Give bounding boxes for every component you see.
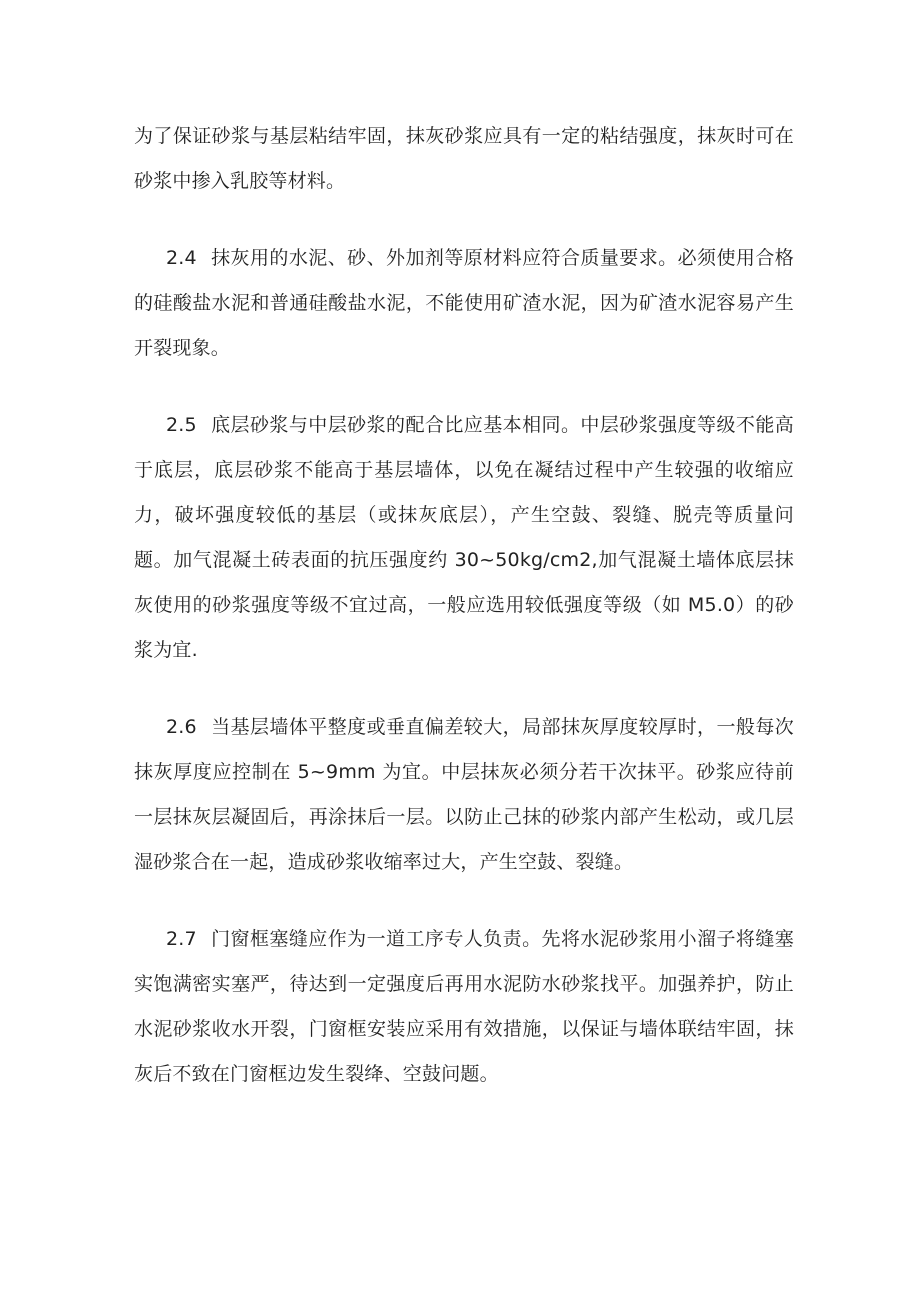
section-number: 2.7 (166, 928, 197, 950)
document-body (134, 114, 794, 1129)
paragraph-2-4 (134, 236, 794, 371)
paragraph-intro (134, 114, 794, 204)
paragraph-text: 底层砂浆与中层砂浆的配合比应基本相同。中层砂浆强度等级不能高于底层，底层砂浆不能高于基层墙体，以免在凝结过程中产生较强的收缩应力，破坏强度较低的基层（或抹灰底层），产生空鼓、裂缝、脱壳等质量问题。加气混凝土砖表面的抗压强度约 30~50kg/cm2,加气混凝土墙体底层抹灰使用的砂浆强度等级不宜过高，一般应选用较低强度等级（如 M5.0）的砂浆为宜. (134, 414, 794, 661)
paragraph-text: 门窗框塞缝应作为一道工序专人负责。先将水泥砂浆用小溜子将缝塞实饱满密实塞严，待达到一定强度后再用水泥防水砂浆找平。加强养护，防止水泥砂浆收水开裂，门窗框安装应采用有效措施，以保证与墙体联结牢固，抹灰后不致在门窗框边发生裂绛、空鼓问题。 (134, 928, 794, 1085)
paragraph-2-5 (134, 403, 794, 673)
paragraph-text: 抹灰用的水泥、砂、外加剂等原材料应符合质量要求。必须使用合格的硅酸盐水泥和普通硅酸盐水泥，不能使用矿渣水泥，因为矿渣水泥容易产生开裂现象。 (134, 247, 794, 359)
section-number: 2.5 (166, 414, 197, 436)
paragraph-2-7 (134, 917, 794, 1097)
paragraph-text: 为了保证砂浆与基层粘结牢固，抹灰砂浆应具有一定的粘结强度，抹灰时可在砂浆中掺入乳胶等材料。 (134, 125, 794, 192)
section-number: 2.4 (166, 247, 197, 269)
paragraph-2-6 (134, 705, 794, 885)
paragraph-text: 当基层墙体平整度或垂直偏差较大，局部抹灰厚度较厚时，一般每次抹灰厚度应控制在 5~9mm 为宜。中层抹灰必须分若干次抹平。砂浆应待前一层抹灰层凝固后，再涂抹后一层。以防止己抹的砂浆内部产生松动，或几层湿砂浆合在一起，造成砂浆收缩率过大，产生空鼓、裂缝。 (134, 716, 794, 873)
section-number: 2.6 (166, 716, 197, 738)
